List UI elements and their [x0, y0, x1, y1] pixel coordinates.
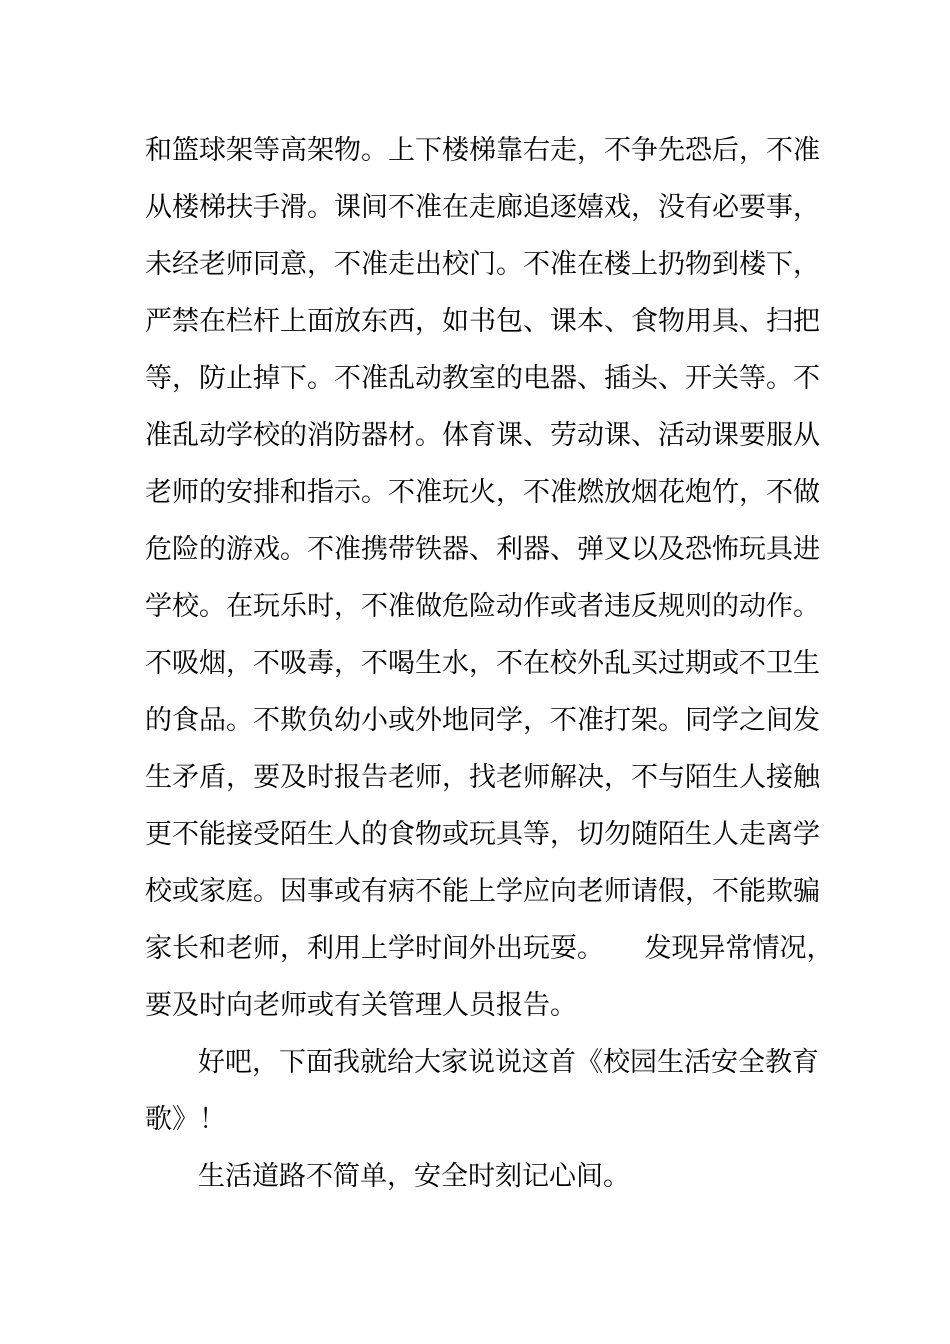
- text-line-10: 不吸烟，不吸毒，不喝生水，不在校外乱买过期或不卫生: [145, 648, 820, 679]
- text-line-17: 好吧，下面我就给大家说说这首《校园生活安全教育: [198, 1047, 819, 1078]
- text-line-6: 准乱动学校的消防器材。体育课、劳动课、活动课要服从: [145, 420, 820, 451]
- text-line-2: 从楼梯扶手滑。课间不准在走廊追逐嬉戏，没有必要事，: [145, 192, 820, 223]
- text-line-18: 歌》！: [145, 1104, 226, 1135]
- text-line-13: 更不能接受陌生人的食物或玩具等，切勿随陌生人走离学: [145, 819, 820, 850]
- text-line-14: 校或家庭。因事或有病不能上学应向老师请假，不能欺骗: [145, 876, 820, 907]
- text-line-12: 生矛盾，要及时报告老师，找老师解决，不与陌生人接触: [145, 762, 820, 793]
- text-line-16: 要及时向老师或有关管理人员报告。: [145, 990, 577, 1021]
- text-line-1: 和篮球架等高架物。上下楼梯靠右走，不争先恐后，不准: [145, 135, 820, 166]
- text-line-15: 家长和老师，利用上学时间外出玩耍。 发现异常情况，: [145, 933, 834, 964]
- text-line-19: 生活道路不简单，安全时刻记心间。: [198, 1161, 630, 1192]
- text-line-9: 学校。在玩乐时，不准做危险动作或者违反规则的动作。: [145, 591, 820, 622]
- text-line-7: 老师的安排和指示。不准玩火，不准燃放烟花炮竹，不做: [145, 477, 820, 508]
- text-line-8: 危险的游戏。不准携带铁器、利器、弹叉以及恐怖玩具进: [145, 534, 820, 565]
- text-line-3: 未经老师同意，不准走出校门。不准在楼上扔物到楼下，: [145, 249, 820, 280]
- text-line-11: 的食品。不欺负幼小或外地同学，不准打架。同学之间发: [145, 705, 820, 736]
- text-line-4: 严禁在栏杆上面放东西，如书包、课本、食物用具、扫把: [145, 306, 820, 337]
- text-line-5: 等，防止掉下。不准乱动教室的电器、插头、开关等。不: [145, 363, 820, 394]
